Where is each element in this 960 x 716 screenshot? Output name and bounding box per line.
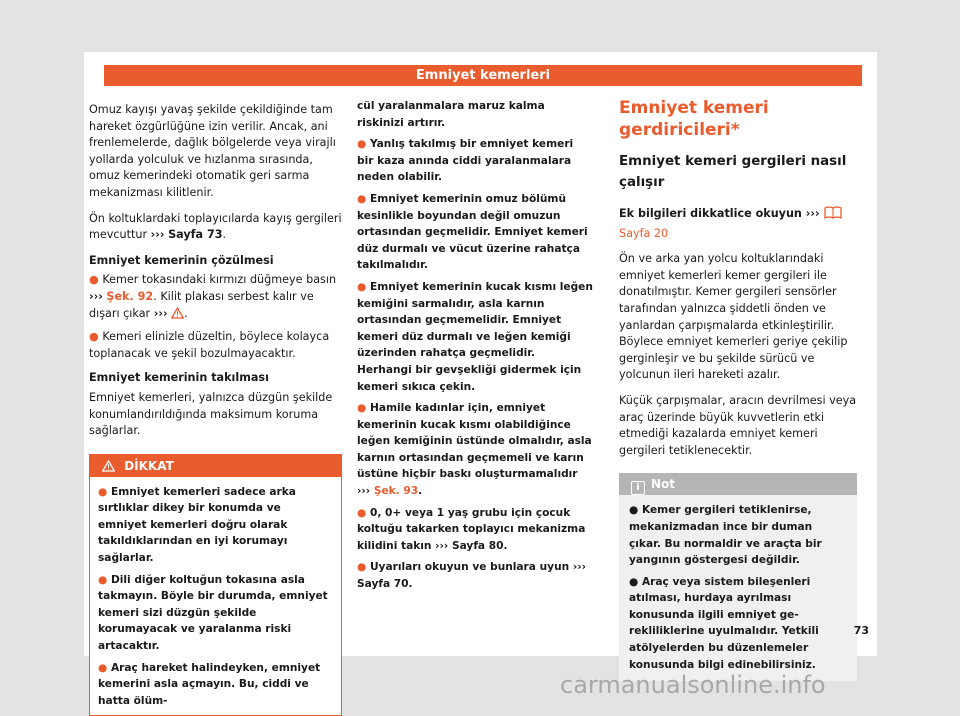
page-reference-link[interactable]: Sayfa 80 <box>451 539 504 552</box>
section-subtitle: Emniyet kemeri gergileri nasıl çalışır <box>619 154 847 190</box>
page-reference-link[interactable]: Sayfa 70 <box>357 578 409 591</box>
note-box <box>619 473 857 681</box>
bullet-icon: ● <box>629 575 639 588</box>
bullet-icon: ● <box>629 504 639 517</box>
bullet-icon: ● <box>357 280 367 293</box>
warning-body <box>90 477 341 716</box>
page-number: 73 <box>853 624 869 637</box>
bullet-icon: ● <box>89 330 99 344</box>
paragraph: Emniyet kemerleri, yalnızca düzgün şekilde konumlandırıldığında maksimum koruma sağlarlar. <box>89 390 333 438</box>
list-item: ● Kemeri elinizle düzeltin, böylece kolayca toplanacak ve şekil bozulmayacaktır. <box>89 330 330 360</box>
column-middle <box>357 98 593 598</box>
warning-icon[interactable] <box>171 307 184 325</box>
page-reference-link[interactable]: Sayfa 73 <box>168 228 223 242</box>
ref-arrows: ››› <box>572 561 586 574</box>
bullet-icon: ● <box>357 192 367 205</box>
list-item: ● Emniyet kemerinin omuz bölümü kesinlikle boyundan değil omuzun ortasından geçmelidir. Emniyet kemeri düz durmalı ve vücut üzerine rahatça takılmalıdır. <box>357 192 588 272</box>
subheading: Emniyet kemerinin çözülmesi <box>89 253 274 267</box>
list-item: ● Hamile kadınlar için, emniyet kemerinin kucak kısmı olabildiğince leğen kemiğinin üstünde olmalıdır, asla karnın ortasından geçmemeli ve karın üstüne hiçbir baskı oluşturmamalıdır ››› Şek. 93. <box>357 402 592 498</box>
ref-arrows: ››› <box>89 289 103 303</box>
list-item: ● Kemer tokasındaki kırmızı düğmeye basın ››› Şek. 92. Kilit plakası serbest kalır ve dışarı çıkar ››› . <box>89 272 342 324</box>
note-header: i Not <box>619 473 857 495</box>
paragraph: cül yaralanmalara maruz kalma riskinizi artırır. <box>357 100 545 129</box>
paragraph: Ön ve arka yan yolcu koltuklarındaki emniyet kemerleri kemer gergileri ile donatılmıştır. Kemer gergileri sensörler tarafından yalnızca şiddetli önden ve yanlardan çarpışmalarda etkinleştirilir. Böylece emniyet kemerleri geriye çekilip gerginleşir ve bu şekilde sürücü ve yolcunun ileri hareketi azalır. <box>619 252 848 382</box>
bullet-icon: ● <box>98 485 108 498</box>
ref-arrows: ››› <box>153 306 168 320</box>
book-icon[interactable] <box>824 206 842 226</box>
warning-header: DİKKAT <box>90 455 341 477</box>
paragraph: Küçük çarpışmalar, aracın devrilmesi veya araç üzerinde büyük kuvvetlerin etki etmediği kazalarda emniyet kemeri gergileri tetiklenecektir. <box>619 393 857 457</box>
list-item: ● Yanlış takılmış bir emniyet kemeri bir kaza anında ciddi yaralanmalara neden olabilir. <box>357 138 574 184</box>
bullet-icon: ● <box>357 506 367 519</box>
ref-arrows: ››› <box>805 207 820 220</box>
bullet-icon: ● <box>357 402 367 415</box>
section-header: Emniyet kemerleri <box>104 65 862 86</box>
list-item: ● Dili diğer koltuğun tokasına asla takmayın. Böyle bir durumda, emniyet kemeri sizi düzgün şekilde korumayacak ve yaralanma riski artacaktır. <box>98 573 328 653</box>
bullet-icon: ● <box>98 661 108 674</box>
column-right <box>619 97 857 681</box>
page-reference-link[interactable]: Sayfa 20 <box>619 226 669 240</box>
warning-box <box>89 454 342 716</box>
note-body <box>619 495 857 681</box>
paragraph: Ön koltuklardaki toplayıcılarda kayış gergileri mevcuttur ››› Sayfa 73. <box>89 211 342 242</box>
figure-reference-link[interactable]: Şek. 92 <box>106 289 154 303</box>
bullet-icon: ● <box>89 273 99 287</box>
column-left <box>89 102 342 716</box>
bullet-icon: ● <box>98 573 108 586</box>
paragraph: Omuz kayışı yavaş şekilde çekildiğinde tam hareket özgürlüğüne izin verilir. Ancak, ani frenlemelerde, dağlık bölgelerde veya virajlı yollarda yolculuk ve hızlanma sırasında, omuz kemerindeki otomatik geri sarma mekanizması kilitlenir. <box>89 103 336 199</box>
figure-reference-link[interactable]: Şek. 93 <box>373 485 419 498</box>
warning-icon <box>102 457 115 479</box>
list-item: ● Uyarıları okuyun ve bunlara uyun ››› Sayfa 70. <box>357 561 586 591</box>
list-item: ● Araç hareket halindeyken, emniyet kemerini asla açmayın. Bu, ciddi ve hatta ölüm- <box>98 661 321 707</box>
bullet-icon: ● <box>357 138 367 151</box>
list-item: ● Araç veya sistem bileşenleri atılması, hurdaya ayrılması konusunda ilgili emniyet gerekliliklerine uyulmalıdır. Yetkili atölyelerden bu düzenlemeler konusunda bilgi edinebilirsiniz. <box>629 575 819 671</box>
info-icon: i <box>631 481 645 495</box>
ref-arrows: ››› <box>357 485 371 498</box>
bullet-icon: ● <box>357 561 367 574</box>
intro-line: Ek bilgileri dikkatlice okuyun ››› Sayfa 20 <box>619 206 857 242</box>
ref-arrows: ››› <box>435 539 449 552</box>
ref-arrows: ››› <box>150 228 165 242</box>
list-item: ● 0, 0+ veya 1 yaş grubu için çocuk koltuğu takarken toplayıcı mekanizma kilidini takın ››› Sayfa 80. <box>357 506 586 552</box>
list-item: ● Kemer gergileri tetiklenirse, mekanizmadan ince bir duman çıkar. Bu normaldir ve araçta bir yangının göstergesi değildir. <box>629 504 822 567</box>
watermark: carmanualsonline.info <box>560 671 826 699</box>
list-item: ● Emniyet kemerleri sadece arka sırtlıklar dikey bir konumda ve emniyet kemerleri doğru olarak takıldıklarından en iyi korumayı sağlarlar. <box>98 485 296 565</box>
subheading: Emniyet kemerinin takılması <box>89 371 269 385</box>
section-title: Emniyet kemeri gerdiricileri* <box>619 98 769 140</box>
list-item: ● Emniyet kemerinin kucak kısmı leğen kemiğini sarmalıdır, asla karnın ortasından geçmemelidir. Emniyet kemeri düz durmalı ve leğen kemiği üzerinden rahatça geçmelidir. Herhangi bir gevşekliği gidermek için kemeri sıkıca çekin. <box>357 280 593 393</box>
